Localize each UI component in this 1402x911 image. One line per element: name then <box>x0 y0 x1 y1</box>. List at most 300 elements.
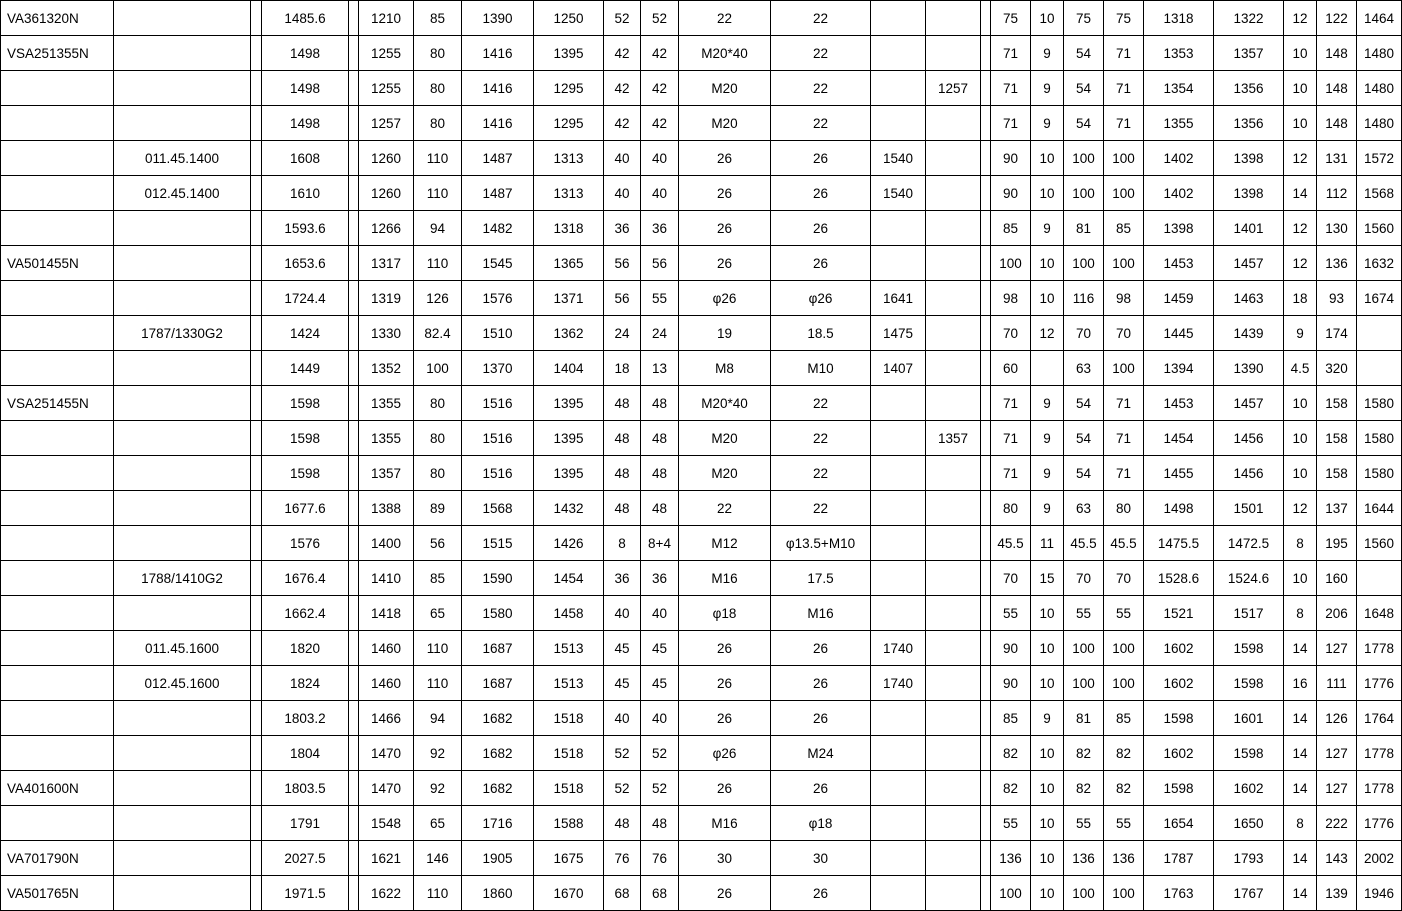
table-cell: 80 <box>414 71 462 106</box>
table-cell: 1355 <box>359 421 414 456</box>
table-cell: 1682 <box>462 771 534 806</box>
table-cell: 9 <box>1031 36 1064 71</box>
table-cell: 45 <box>604 631 641 666</box>
table-cell <box>349 806 359 841</box>
table-cell <box>871 596 926 631</box>
table-cell: 71 <box>991 71 1031 106</box>
table-cell <box>349 36 359 71</box>
table-cell: 1515 <box>462 526 534 561</box>
table-cell: 1470 <box>359 771 414 806</box>
table-cell: 10 <box>1031 841 1064 876</box>
table-cell: 1946 <box>1357 876 1402 911</box>
table-cell <box>1 421 114 456</box>
table-cell: 48 <box>641 491 679 526</box>
table-cell: 55 <box>1104 596 1144 631</box>
table-cell: 1860 <box>462 876 534 911</box>
table-cell: 100 <box>1064 876 1104 911</box>
table-cell: 14 <box>1284 876 1317 911</box>
table-cell: 45 <box>604 666 641 701</box>
table-cell: φ26 <box>679 281 771 316</box>
table-cell <box>251 421 262 456</box>
table-cell: 10 <box>1031 246 1064 281</box>
table-cell: 1424 <box>262 316 349 351</box>
table-cell: 26 <box>679 666 771 701</box>
table-cell: 1803.5 <box>262 771 349 806</box>
table-cell <box>981 631 991 666</box>
table-cell <box>1 176 114 211</box>
table-cell: 1510 <box>462 316 534 351</box>
table-cell: 148 <box>1317 106 1357 141</box>
table-cell: 14 <box>1284 176 1317 211</box>
table-cell: 56 <box>641 246 679 281</box>
table-cell: 8 <box>1284 806 1317 841</box>
table-cell: 1370 <box>462 351 534 386</box>
table-cell: 48 <box>604 806 641 841</box>
table-cell: 112 <box>1317 176 1357 211</box>
table-cell: VA361320N <box>1 1 114 36</box>
table-cell: 54 <box>1064 36 1104 71</box>
table-cell: 1317 <box>359 246 414 281</box>
table-cell: M20 <box>679 71 771 106</box>
table-cell: 22 <box>679 491 771 526</box>
table-cell <box>871 876 926 911</box>
table-cell: 71 <box>1104 456 1144 491</box>
table-cell: 80 <box>1104 491 1144 526</box>
table-cell: 36 <box>604 211 641 246</box>
table-cell: 9 <box>1031 701 1064 736</box>
table-cell: 127 <box>1317 771 1357 806</box>
table-cell: 65 <box>414 806 462 841</box>
table-cell: M20*40 <box>679 36 771 71</box>
table-cell <box>251 806 262 841</box>
table-cell: 4.5 <box>1284 351 1317 386</box>
table-cell: 116 <box>1064 281 1104 316</box>
table-cell: 1257 <box>926 71 981 106</box>
table-cell <box>1 211 114 246</box>
table-cell: 8 <box>1284 526 1317 561</box>
table-cell: 1687 <box>462 666 534 701</box>
table-cell: 65 <box>414 596 462 631</box>
table-cell: 1540 <box>871 141 926 176</box>
table-cell: 110 <box>414 141 462 176</box>
table-cell: 1580 <box>1357 421 1402 456</box>
table-cell: 1501 <box>1214 491 1284 526</box>
table-cell <box>114 876 251 911</box>
table-cell: 1593.6 <box>262 211 349 246</box>
table-cell: 1676.4 <box>262 561 349 596</box>
table-cell: 26 <box>679 141 771 176</box>
table-cell <box>871 211 926 246</box>
table-cell <box>871 246 926 281</box>
table-cell: 1518 <box>534 736 604 771</box>
table-cell: 100 <box>1064 666 1104 701</box>
table-cell: 82 <box>991 771 1031 806</box>
table-cell <box>926 596 981 631</box>
table-cell: 100 <box>1104 141 1144 176</box>
table-cell: 012.45.1400 <box>114 176 251 211</box>
table-cell: 1355 <box>1144 106 1214 141</box>
table-cell: 48 <box>641 456 679 491</box>
table-cell: 48 <box>641 421 679 456</box>
table-cell: 1513 <box>534 631 604 666</box>
table-cell <box>251 106 262 141</box>
table-cell <box>1357 561 1402 596</box>
table-cell: 127 <box>1317 736 1357 771</box>
table-cell: 40 <box>641 596 679 631</box>
table-cell: φ18 <box>771 806 871 841</box>
table-cell: 1404 <box>534 351 604 386</box>
table-cell: 148 <box>1317 71 1357 106</box>
table-cell <box>926 211 981 246</box>
table-cell: 110 <box>414 666 462 701</box>
table-cell: 100 <box>991 246 1031 281</box>
table-cell <box>1357 351 1402 386</box>
table-cell: 22 <box>771 71 871 106</box>
table-cell: 1460 <box>359 631 414 666</box>
table-cell <box>349 71 359 106</box>
table-cell: 10 <box>1031 666 1064 701</box>
table-cell: 68 <box>641 876 679 911</box>
table-cell <box>926 316 981 351</box>
table-row <box>1 211 1402 246</box>
table-row <box>1 176 1402 211</box>
table-cell: 1601 <box>1214 701 1284 736</box>
table-cell: 93 <box>1317 281 1357 316</box>
table-cell: 1687 <box>462 631 534 666</box>
table-cell: 94 <box>414 211 462 246</box>
table-cell: 1598 <box>1144 771 1214 806</box>
table-cell: 1580 <box>1357 386 1402 421</box>
table-cell: 71 <box>991 386 1031 421</box>
table-cell <box>871 491 926 526</box>
table-cell <box>871 421 926 456</box>
table-cell: 40 <box>641 701 679 736</box>
table-cell: 14 <box>1284 736 1317 771</box>
table-cell: 1602 <box>1144 736 1214 771</box>
table-cell <box>926 736 981 771</box>
table-cell: 26 <box>771 246 871 281</box>
table-cell: 1548 <box>359 806 414 841</box>
table-cell <box>349 316 359 351</box>
table-cell: 1516 <box>462 421 534 456</box>
table-cell: 52 <box>604 1 641 36</box>
table-cell <box>251 736 262 771</box>
table-cell: 2027.5 <box>262 841 349 876</box>
table-cell: 1487 <box>462 176 534 211</box>
table-cell <box>926 141 981 176</box>
table-cell: 26 <box>679 631 771 666</box>
table-cell: 22 <box>771 36 871 71</box>
table-cell: 26 <box>771 771 871 806</box>
table-cell: 1402 <box>1144 176 1214 211</box>
table-cell: 14 <box>1284 841 1317 876</box>
table-cell <box>926 106 981 141</box>
table-cell: M16 <box>771 596 871 631</box>
table-cell: 26 <box>771 141 871 176</box>
table-cell <box>114 71 251 106</box>
table-cell: 011.45.1400 <box>114 141 251 176</box>
table-cell: 90 <box>991 666 1031 701</box>
table-cell: 1513 <box>534 666 604 701</box>
table-cell <box>871 526 926 561</box>
table-cell: 100 <box>1064 176 1104 211</box>
table-cell: 1653.6 <box>262 246 349 281</box>
table-cell: 42 <box>604 71 641 106</box>
table-cell: 90 <box>991 176 1031 211</box>
table-cell: 143 <box>1317 841 1357 876</box>
table-cell: 1528.6 <box>1144 561 1214 596</box>
table-cell: 1498 <box>1144 491 1214 526</box>
table-cell: 1804 <box>262 736 349 771</box>
table-cell <box>871 701 926 736</box>
table-cell: 1740 <box>871 631 926 666</box>
table-cell: 1524.6 <box>1214 561 1284 596</box>
table-cell <box>981 841 991 876</box>
table-cell <box>349 631 359 666</box>
table-cell: 14 <box>1284 701 1317 736</box>
table-cell <box>349 841 359 876</box>
table-cell: 1401 <box>1214 211 1284 246</box>
table-cell: 100 <box>414 351 462 386</box>
table-cell: 12 <box>1284 211 1317 246</box>
table-cell: 1395 <box>534 386 604 421</box>
table-cell <box>981 491 991 526</box>
table-cell: 2002 <box>1357 841 1402 876</box>
table-cell: 10 <box>1031 631 1064 666</box>
table-cell <box>114 36 251 71</box>
table-cell: 26 <box>771 211 871 246</box>
table-cell: 1480 <box>1357 71 1402 106</box>
table-cell: 012.45.1600 <box>114 666 251 701</box>
table-cell: 1568 <box>1357 176 1402 211</box>
table-cell <box>926 491 981 526</box>
table-cell: 1456 <box>1214 421 1284 456</box>
table-cell: 54 <box>1064 386 1104 421</box>
table-row <box>1 806 1402 841</box>
table-cell: 1498 <box>262 36 349 71</box>
table-cell: 126 <box>1317 701 1357 736</box>
table-cell <box>1 806 114 841</box>
table-cell <box>251 316 262 351</box>
table-cell: 80 <box>991 491 1031 526</box>
table-cell: 48 <box>641 806 679 841</box>
table-cell: 42 <box>641 36 679 71</box>
table-cell: 17.5 <box>771 561 871 596</box>
table-cell: 1318 <box>1144 1 1214 36</box>
table-cell: 10 <box>1284 561 1317 596</box>
table-cell: 63 <box>1064 351 1104 386</box>
table-cell <box>251 71 262 106</box>
table-cell: 24 <box>604 316 641 351</box>
table-cell: 45.5 <box>1064 526 1104 561</box>
table-row <box>1 666 1402 701</box>
table-cell: 1824 <box>262 666 349 701</box>
table-cell: 136 <box>1317 246 1357 281</box>
table-cell: 100 <box>1104 666 1144 701</box>
table-cell: 89 <box>414 491 462 526</box>
table-cell: 52 <box>641 1 679 36</box>
table-cell: 70 <box>991 316 1031 351</box>
table-cell: 40 <box>604 176 641 211</box>
table-cell: 160 <box>1317 561 1357 596</box>
table-cell: 45.5 <box>991 526 1031 561</box>
table-cell: M10 <box>771 351 871 386</box>
table-cell: 1322 <box>1214 1 1284 36</box>
table-cell <box>114 736 251 771</box>
table-cell <box>871 736 926 771</box>
table-cell: 1568 <box>462 491 534 526</box>
table-cell: 136 <box>1064 841 1104 876</box>
table-cell: 1517 <box>1214 596 1284 631</box>
table-cell: 1295 <box>534 106 604 141</box>
table-cell: 82 <box>991 736 1031 771</box>
table-cell <box>926 561 981 596</box>
table-cell: 1648 <box>1357 596 1402 631</box>
table-cell: 1466 <box>359 701 414 736</box>
table-cell <box>251 351 262 386</box>
table-cell: 100 <box>1104 246 1144 281</box>
table-cell: 98 <box>1104 281 1144 316</box>
table-cell: 1357 <box>359 456 414 491</box>
table-cell <box>981 561 991 596</box>
table-cell: 136 <box>1104 841 1144 876</box>
table-cell <box>251 876 262 911</box>
table-cell: 1480 <box>1357 106 1402 141</box>
table-cell: 1763 <box>1144 876 1214 911</box>
table-cell: 1610 <box>262 176 349 211</box>
table-cell: 90 <box>991 141 1031 176</box>
table-cell <box>926 666 981 701</box>
table-cell: 82 <box>1064 736 1104 771</box>
table-cell: 1330 <box>359 316 414 351</box>
table-cell <box>926 386 981 421</box>
table-cell: 85 <box>414 561 462 596</box>
table-cell: 26 <box>771 666 871 701</box>
table-cell: 1402 <box>1144 141 1214 176</box>
table-cell: 1395 <box>534 456 604 491</box>
table-cell: 11 <box>1031 526 1064 561</box>
table-cell: 10 <box>1031 876 1064 911</box>
table-cell: 22 <box>771 106 871 141</box>
table-cell: 9 <box>1031 421 1064 456</box>
table-row <box>1 876 1402 911</box>
table-cell: 8+4 <box>641 526 679 561</box>
table-cell <box>251 36 262 71</box>
table-cell: 1439 <box>1214 316 1284 351</box>
table-cell: 1470 <box>359 736 414 771</box>
table-row <box>1 421 1402 456</box>
table-cell: 10 <box>1031 281 1064 316</box>
table-cell: 14 <box>1284 771 1317 806</box>
table-cell: 1767 <box>1214 876 1284 911</box>
table-cell: 40 <box>641 176 679 211</box>
table-row <box>1 456 1402 491</box>
table-cell: 206 <box>1317 596 1357 631</box>
table-cell: 48 <box>604 386 641 421</box>
table-cell <box>871 456 926 491</box>
table-cell <box>251 666 262 701</box>
table-cell: 1352 <box>359 351 414 386</box>
table-cell: 12 <box>1284 141 1317 176</box>
table-cell: 1410 <box>359 561 414 596</box>
table-cell: 100 <box>1064 246 1104 281</box>
table-cell: 1460 <box>359 666 414 701</box>
table-cell: 71 <box>1104 106 1144 141</box>
table-cell <box>981 666 991 701</box>
table-cell: 10 <box>1031 736 1064 771</box>
table-cell <box>981 456 991 491</box>
table-cell: 56 <box>604 246 641 281</box>
table-cell: 54 <box>1064 106 1104 141</box>
table-cell: φ13.5+M10 <box>771 526 871 561</box>
table-cell: 10 <box>1031 141 1064 176</box>
table-cell: 1545 <box>462 246 534 281</box>
table-cell: VA701790N <box>1 841 114 876</box>
table-cell: 9 <box>1284 316 1317 351</box>
table-cell: 12 <box>1284 1 1317 36</box>
table-cell: φ18 <box>679 596 771 631</box>
table-cell: 1475 <box>871 316 926 351</box>
table-cell <box>871 71 926 106</box>
table-cell <box>114 526 251 561</box>
table-cell: 22 <box>771 421 871 456</box>
table-cell: M12 <box>679 526 771 561</box>
table-cell: 24 <box>641 316 679 351</box>
table-cell: 22 <box>679 1 771 36</box>
table-cell <box>1357 316 1402 351</box>
table-cell: 9 <box>1031 456 1064 491</box>
table-cell: 111 <box>1317 666 1357 701</box>
table-cell: 1371 <box>534 281 604 316</box>
table-cell: 1602 <box>1144 666 1214 701</box>
table-cell: φ26 <box>771 281 871 316</box>
table-cell: 10 <box>1031 771 1064 806</box>
table-cell: 54 <box>1064 421 1104 456</box>
table-cell: 1803.2 <box>262 701 349 736</box>
table-cell: 45 <box>641 666 679 701</box>
table-cell <box>1 106 114 141</box>
table-cell: 36 <box>641 561 679 596</box>
table-cell: 75 <box>1104 1 1144 36</box>
table-cell: 1820 <box>262 631 349 666</box>
table-cell <box>114 421 251 456</box>
table-cell: 1516 <box>462 386 534 421</box>
table-cell <box>349 701 359 736</box>
table-cell: 71 <box>1104 36 1144 71</box>
table-cell: 12 <box>1284 491 1317 526</box>
table-row <box>1 561 1402 596</box>
table-cell: 1716 <box>462 806 534 841</box>
table-cell <box>926 1 981 36</box>
table-cell <box>981 526 991 561</box>
table-cell: 42 <box>641 71 679 106</box>
table-cell: 1260 <box>359 176 414 211</box>
table-cell <box>981 596 991 631</box>
table-cell: 42 <box>641 106 679 141</box>
table-cell: 68 <box>604 876 641 911</box>
table-cell: 1576 <box>262 526 349 561</box>
table-cell: 26 <box>679 176 771 211</box>
table-cell: 82 <box>1104 736 1144 771</box>
table-cell: 011.45.1600 <box>114 631 251 666</box>
table-cell <box>114 841 251 876</box>
table-cell: 110 <box>414 876 462 911</box>
table-row <box>1 386 1402 421</box>
table-cell: 158 <box>1317 456 1357 491</box>
table-cell: 174 <box>1317 316 1357 351</box>
table-cell <box>349 351 359 386</box>
table-cell: 10 <box>1284 456 1317 491</box>
